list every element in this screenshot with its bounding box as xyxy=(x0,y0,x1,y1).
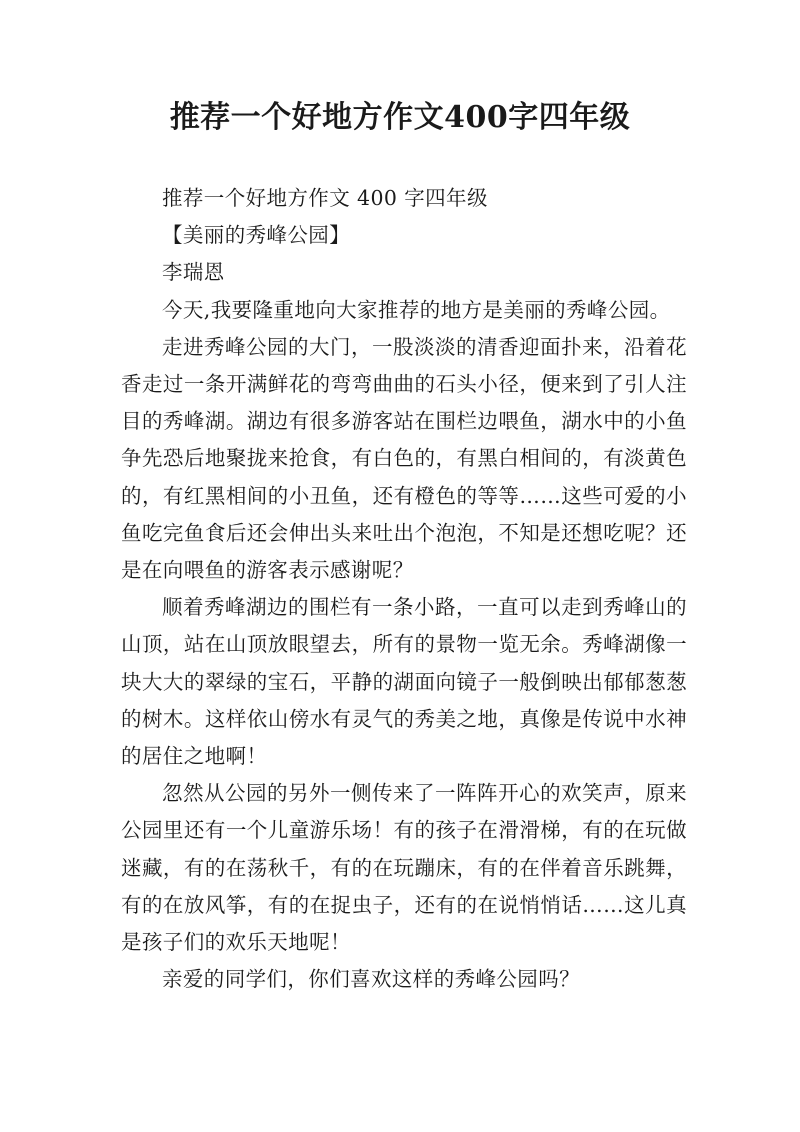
paragraph-essay-title: 【美丽的秀峰公园】 xyxy=(162,223,351,248)
paragraph-mountain: 顺着秀峰湖边的围栏有一条小路，一直可以走到秀峰山的山顶，站在山顶放眼望去，所有的景物一览无余。秀峰湖像一块大大的翠绿的宝石，平静的湖面向镜子一般倒映出郁郁葱葱的树木。这样依山傍水有灵气的秀美之地，真像是传说中水神的居住之地啊！ xyxy=(121,595,687,769)
document-body xyxy=(121,180,687,998)
paragraph-subtitle: 推荐一个好地方作文 400 字四年级 xyxy=(162,186,488,210)
paragraph-author: 李瑞恩 xyxy=(162,260,225,285)
document-title: 推荐一个好地方作文400字四年级 xyxy=(169,100,631,135)
paragraph-intro: 今天,我要隆重地向大家推荐的地方是美丽的秀峰公园。 xyxy=(162,297,671,322)
paragraph-playground: 忽然从公园的另外一侧传来了一阵阵开心的欢笑声，原来公园里还有一个儿童游乐场！有的孩子在滑滑梯，有的在玩做迷藏，有的在荡秋千，有的在玩蹦床，有的在伴着音乐跳舞，有的在放风筝，有的在捉虫子，还有的在说悄悄话……这儿真是孩子们的欢乐天地呢！ xyxy=(121,781,687,955)
paragraph-closing: 亲爱的同学们，你们喜欢这样的秀峰公园吗？ xyxy=(162,967,580,992)
paragraph-lake: 走进秀峰公园的大门，一股淡淡的清香迎面扑来，沿着花香走过一条开满鲜花的弯弯曲曲的石头小径，便来到了引人注目的秀峰湖。湖边有很多游客站在围栏边喂鱼，湖水中的小鱼争先恐后地聚拢来抢食，有白色的，有黑白相间的，有淡黄色的，有红黑相间的小丑鱼，还有橙色的等等……这些可爱的小鱼吃完鱼食后还会伸出头来吐出个泡泡，不知是还想吃呢？还是在向喂鱼的游客表示感谢呢？ xyxy=(121,334,687,583)
